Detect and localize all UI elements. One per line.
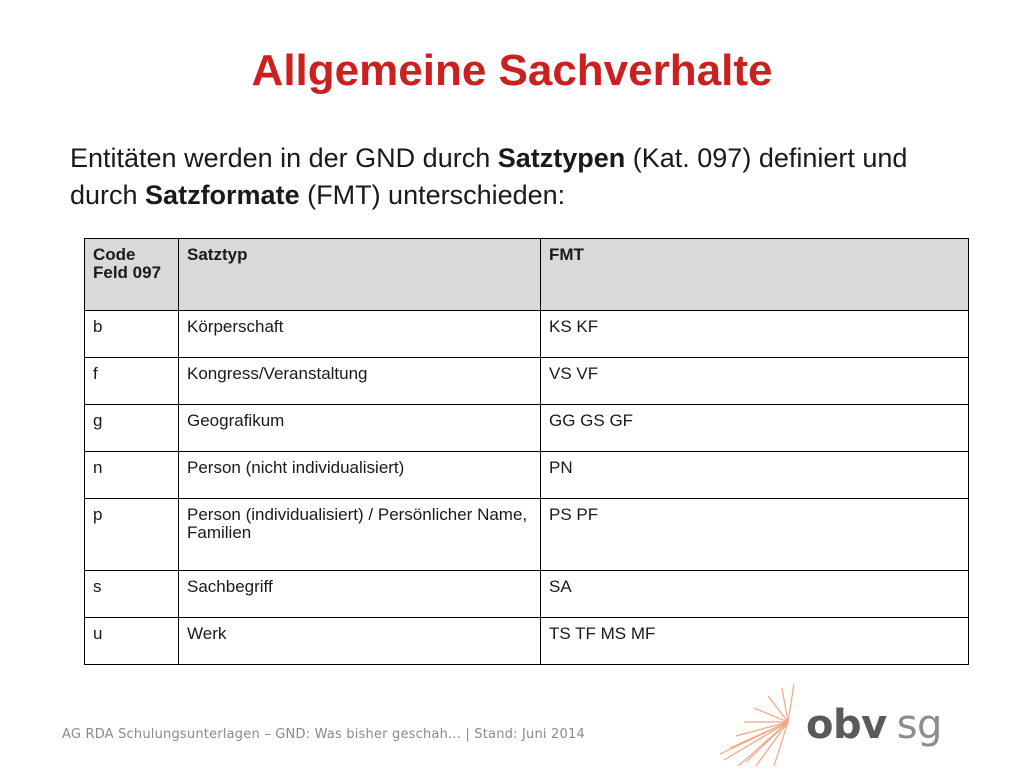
cell-satztyp: Person (nicht individualisiert) — [179, 452, 541, 499]
cell-code: s — [85, 571, 179, 618]
satztyp-table — [84, 238, 969, 665]
table-row — [85, 311, 969, 358]
cell-fmt: VS VF — [541, 358, 969, 405]
table-row — [85, 571, 969, 618]
cell-fmt: SA — [541, 571, 969, 618]
intro-part3: (FMT) unterschieden: — [299, 180, 566, 210]
cell-code: g — [85, 405, 179, 452]
cell-code: u — [85, 618, 179, 665]
cell-satztyp: Geografikum — [179, 405, 541, 452]
cell-code: f — [85, 358, 179, 405]
intro-part2: (Kat. 097) definiert und durch — [70, 143, 908, 210]
header-code-line2: Feld 097 — [93, 263, 162, 282]
cell-satztyp: Person (individualisiert) / Persönlicher Name, Familien — [179, 499, 541, 571]
cell-fmt: PS PF — [541, 499, 969, 571]
logo-obv: obv — [806, 702, 887, 748]
logo-sg: sg — [896, 702, 942, 748]
cell-satztyp: Werk — [179, 618, 541, 665]
slide-title: Allgemeine Sachverhalte — [251, 46, 773, 95]
header-code-line1: Code — [93, 245, 136, 264]
table-row — [85, 358, 969, 405]
cell-fmt: GG GS GF — [541, 405, 969, 452]
table-row — [85, 499, 969, 571]
intro-part1: Entitäten werden in der GND durch — [70, 143, 498, 173]
cell-code: b — [85, 311, 179, 358]
intro-text — [70, 140, 950, 214]
cell-satztyp: Körperschaft — [179, 311, 541, 358]
cell-satztyp: Sachbegriff — [179, 571, 541, 618]
cell-fmt: TS TF MS MF — [541, 618, 969, 665]
cell-fmt: KS KF — [541, 311, 969, 358]
intro-bold-satzformate: Satzformate — [145, 180, 300, 210]
cell-satztyp: Kongress/Veranstaltung — [179, 358, 541, 405]
cell-code: p — [85, 499, 179, 571]
table-header-row — [85, 239, 969, 311]
table-row — [85, 618, 969, 665]
header-code — [85, 239, 179, 311]
footer-text: AG RDA Schulungsunterlagen – GND: Was bisher geschah... | Stand: Juni 2014 — [62, 727, 585, 742]
table-row — [85, 452, 969, 499]
intro-bold-satztypen: Satztypen — [497, 143, 626, 173]
header-satztyp: Satztyp — [179, 239, 541, 311]
header-fmt: FMT — [541, 239, 969, 311]
cell-fmt: PN — [541, 452, 969, 499]
cell-code: n — [85, 452, 179, 499]
obv-sg-logo — [806, 702, 942, 748]
table-row — [85, 405, 969, 452]
